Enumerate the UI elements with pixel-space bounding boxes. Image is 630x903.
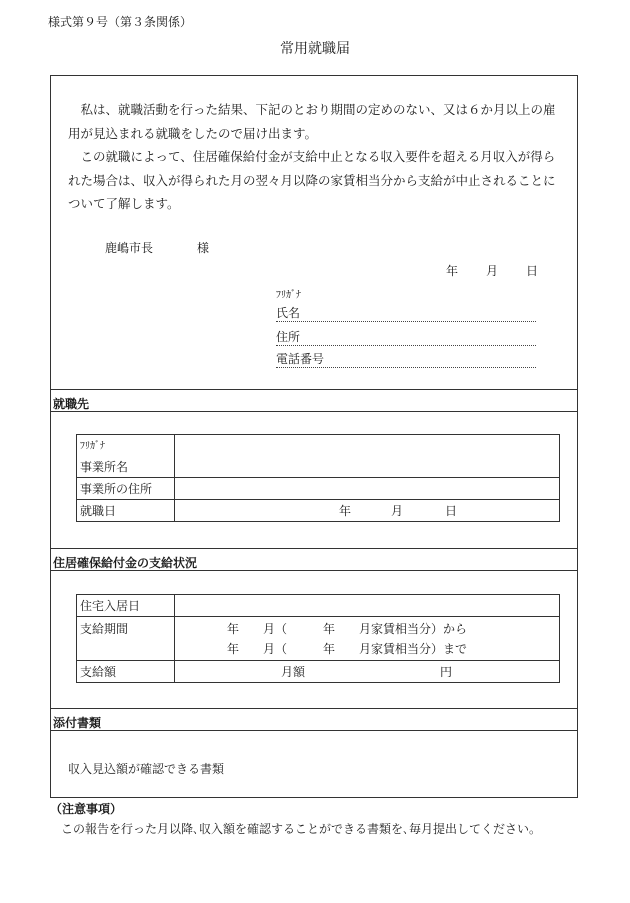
payment-period-label: 支給期間 bbox=[77, 617, 175, 661]
start-date-month: 月 bbox=[391, 504, 404, 518]
applicant-furigana-label: ﾌﾘｶﾞﾅ bbox=[276, 290, 301, 301]
employer-office-name-label: 事業所名 bbox=[80, 460, 129, 474]
date-year: 年 bbox=[446, 264, 459, 278]
applicant-name-field[interactable] bbox=[276, 304, 536, 322]
employer-name-input[interactable] bbox=[175, 435, 560, 478]
employer-furigana-label: ﾌﾘｶﾞﾅ bbox=[80, 441, 105, 452]
divider bbox=[50, 730, 578, 731]
date-day: 日 bbox=[526, 264, 539, 278]
declaration-text bbox=[68, 98, 563, 216]
payment-amount-label: 支給額 bbox=[77, 661, 175, 683]
applicant-phone-field[interactable] bbox=[276, 350, 536, 368]
applicant-name-label: 氏名 bbox=[276, 306, 301, 320]
payment-period-input[interactable] bbox=[175, 617, 560, 661]
start-date-year: 年 bbox=[339, 504, 352, 518]
employer-section-heading: 就職先 bbox=[53, 397, 90, 411]
employer-address-label: 事業所の住所 bbox=[77, 478, 175, 500]
addressee-name: 鹿嶋市長 bbox=[105, 241, 154, 255]
declaration-paragraph-1: 私は、就職活動を行った結果、下記のとおり期間の定めのない、又は６か月以上の雇用が見込まれる就職をしたので届け出ます。 bbox=[68, 102, 556, 141]
applicant-address-field[interactable] bbox=[276, 328, 536, 346]
attachments-heading: 添付書類 bbox=[53, 716, 102, 730]
addressee-honorific: 様 bbox=[197, 241, 210, 255]
employer-table bbox=[76, 434, 560, 522]
divider bbox=[50, 411, 578, 412]
start-date-day: 日 bbox=[445, 504, 458, 518]
notes-heading: （注意事項） bbox=[50, 802, 123, 816]
payment-amount-unit: 円 bbox=[440, 665, 453, 679]
move-in-date-label: 住宅入居日 bbox=[77, 595, 175, 617]
move-in-date-input[interactable] bbox=[175, 595, 560, 617]
notes-body: この報告を行った月以降､収入額を確認することができる書類を､毎月提出してください。 bbox=[61, 822, 542, 836]
start-date-label: 就職日 bbox=[77, 500, 175, 522]
payment-amount-input[interactable] bbox=[175, 661, 560, 683]
applicant-phone-label: 電話番号 bbox=[276, 352, 325, 366]
divider bbox=[50, 389, 578, 390]
employer-name-label-cell bbox=[77, 435, 175, 478]
form-number: 様式第９号（第３条関係） bbox=[48, 15, 193, 29]
attachment-item: 収入見込額が確認できる書類 bbox=[68, 762, 225, 776]
divider bbox=[50, 548, 578, 549]
page-title: 常用就職届 bbox=[280, 41, 350, 57]
employer-address-input[interactable] bbox=[175, 478, 560, 500]
divider bbox=[50, 708, 578, 709]
declaration-paragraph-2: この就職によって、住居確保給付金が支給中止となる収入要件を超える月収入が得られた場合は、収入が得られた月の翌々月以降の家賃相当分から支給が中止されることについて了解します。 bbox=[68, 149, 556, 211]
divider bbox=[50, 570, 578, 571]
payment-period-to: 年 月（ 年 月家賃相当分）まで bbox=[227, 641, 468, 656]
payment-period-from: 年 月（ 年 月家賃相当分）から bbox=[227, 621, 468, 636]
benefit-table bbox=[76, 594, 560, 683]
applicant-address-label: 住所 bbox=[276, 330, 301, 344]
start-date-input[interactable] bbox=[175, 500, 560, 522]
payment-amount-monthly: 月額 bbox=[281, 665, 306, 679]
benefit-section-heading: 住居確保給付金の支給状況 bbox=[53, 556, 198, 570]
date-month: 月 bbox=[486, 264, 499, 278]
